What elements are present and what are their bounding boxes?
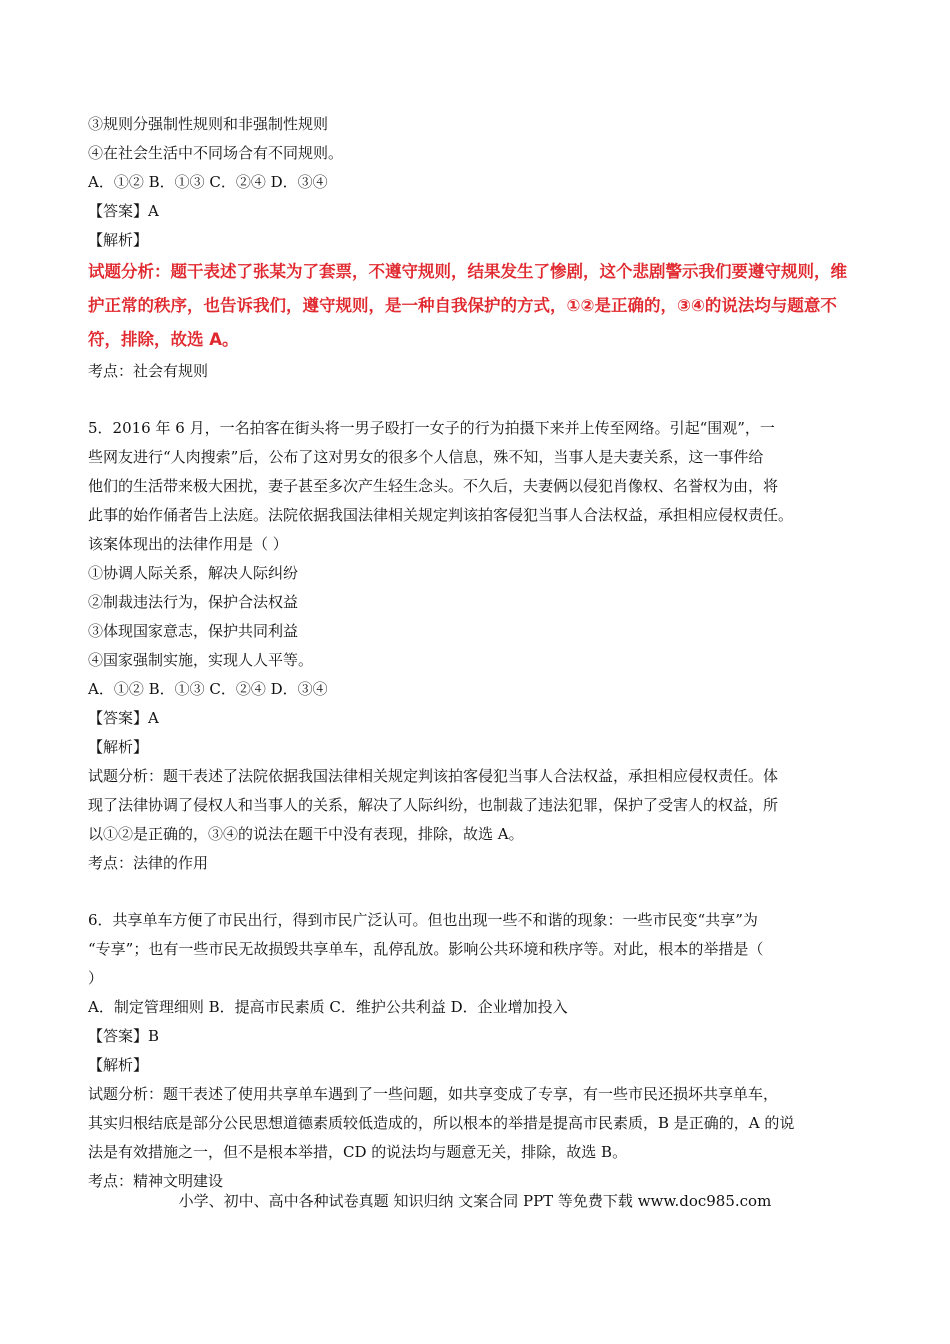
q6-analysis-line: 法是有效措施之一，但不是根本举措，CD 的说法均与题意无关，排除，故选 B。 — [88, 1143, 628, 1161]
q5-stem-line: 他们的生活带来极大困扰，妻子甚至多次产生轻生念头。不久后，夫妻俩以侵犯肖像权、名誉权为由，将 — [88, 477, 779, 495]
q6-choices: A．制定管理细则 B．提高市民素质 C．维护公共利益 D．企业增加投入 — [88, 998, 568, 1016]
q4-analysis-line: 试题分析：题干表述了张某为了套票，不遵守规则，结果发生了惨剧，这个悲剧警示我们要遵守规则，维 — [88, 262, 847, 281]
q5-stem-line: 5．2016 年 6 月，一名拍客在街头将一男子殴打一女子的行为拍摄下来并上传至网络。引起“围观”，一 — [88, 419, 775, 437]
q5-stem-line: 此事的始作俑者告上法庭。法院依据我国法律相关规定判该拍客侵犯当事人合法权益，承担相应侵权责任。 — [88, 506, 794, 524]
q4-option-4: ④在社会生活中不同场合有不同规则。 — [88, 144, 344, 162]
document-body — [88, 110, 868, 1196]
q4-answer: 【答案】A — [88, 202, 159, 220]
q5-stem-line: 些网友进行“人肉搜索”后，公布了这对男女的很多个人信息，殊不知，当事人是夫妻关系，这一事件给 — [88, 448, 764, 466]
q5-stem-line: 该案体现出的法律作用是（ ） — [88, 535, 288, 553]
q5-option-3: ③体现国家意志，保护共同利益 — [88, 622, 299, 640]
page-footer: 小学、初中、高中各种试卷真题 知识归纳 文案合同 PPT 等免费下载 www.doc985.com — [178, 1192, 772, 1210]
q5-analysis-line: 以①②是正确的，③④的说法在题干中没有表现，排除，故选 A。 — [88, 825, 524, 843]
q6-answer: 【答案】B — [88, 1027, 160, 1045]
q6-analysis-line: 试题分析：题干表述了使用共享单车遇到了一些问题，如共享变成了专享，有一些市民还损坏共享单车， — [88, 1085, 779, 1103]
q4-analysis-line: 符，排除，故选 A。 — [88, 330, 239, 349]
q5-answer: 【答案】A — [88, 709, 159, 727]
q4-option-3: ③规则分强制性规则和非强制性规则 — [88, 115, 329, 133]
q6-analysis-label: 【解析】 — [88, 1056, 149, 1074]
q6-stem-line: “专享”；也有一些市民无故损毁共享单车，乱停乱放。影响公共环境和秩序等。对此，根本的举措是（ — [88, 940, 764, 958]
q5-kaodian: 考点：法律的作用 — [88, 854, 209, 872]
q6-analysis-line: 其实归根结底是部分公民思想道德素质较低造成的，所以根本的举措是提高市民素质，B 是正确的，A 的说 — [88, 1114, 795, 1132]
q5-option-1: ①协调人际关系，解决人际纠纷 — [88, 564, 299, 582]
q5-option-4: ④国家强制实施，实现人人平等。 — [88, 651, 314, 669]
q5-option-2: ②制裁违法行为，保护合法权益 — [88, 593, 299, 611]
q5-analysis-line: 试题分析：题干表述了法院依据我国法律相关规定判该拍客侵犯当事人合法权益，承担相应侵权责任。体 — [88, 767, 779, 785]
q6-stem-line: ） — [88, 969, 104, 987]
q6-stem-line: 6．共享单车方便了市民出行，得到市民广泛认可。但也出现一些不和谐的现象：一些市民变“共享”为 — [88, 911, 758, 929]
q4-analysis-line: 护正常的秩序，也告诉我们，遵守规则，是一种自我保护的方式，①②是正确的，③④的说法均与题意不 — [88, 296, 837, 315]
q5-choices: A．①② B．①③ C．②④ D．③④ — [88, 680, 328, 698]
q4-kaodian: 考点：社会有规则 — [88, 362, 209, 380]
q5-analysis-label: 【解析】 — [88, 738, 149, 756]
q4-choices: A．①② B．①③ C．②④ D．③④ — [88, 173, 328, 191]
q4-analysis-label: 【解析】 — [88, 231, 149, 249]
q6-kaodian: 考点：精神文明建设 — [88, 1172, 224, 1190]
q5-analysis-line: 现了法律协调了侵权人和当事人的关系，解决了人际纠纷，也制裁了违法犯罪，保护了受害人的权益，所 — [88, 796, 779, 814]
